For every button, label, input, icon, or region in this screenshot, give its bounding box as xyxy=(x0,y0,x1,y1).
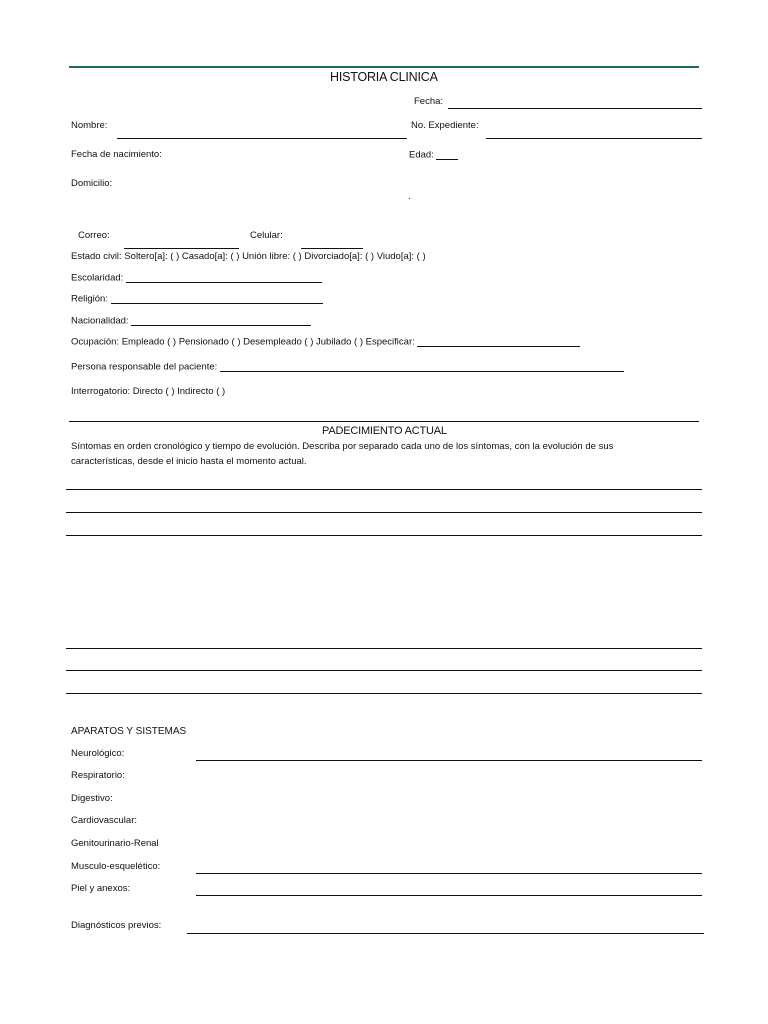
padecimiento-line[interactable] xyxy=(66,693,702,694)
edad-field[interactable] xyxy=(436,150,458,160)
domicilio-dot: . xyxy=(408,191,411,202)
ocupacion-row xyxy=(71,337,580,347)
religion-label: Religión: xyxy=(71,293,108,305)
correo-label: Correo: xyxy=(78,230,110,241)
aparato-label-neurologico: Neurológico: xyxy=(71,748,125,759)
nombre-label: Nombre: xyxy=(71,120,108,131)
neurologico-field[interactable] xyxy=(196,760,702,761)
escolaridad-label: Escolaridad: xyxy=(71,272,124,284)
diagnosticos-field[interactable] xyxy=(187,933,704,934)
padecimiento-title: PADECIMIENTO ACTUAL xyxy=(322,425,447,437)
ocupacion-options[interactable]: Ocupación: Empleado ( ) Pensionado ( ) Desempleado ( ) Jubilado ( ) Especificar: xyxy=(71,336,415,348)
expediente-field[interactable] xyxy=(486,138,702,139)
nacimiento-label: Fecha de nacimiento: xyxy=(71,149,162,160)
diagnosticos-label: Diagnósticos previos: xyxy=(71,920,162,931)
expediente-label: No. Expediente: xyxy=(411,120,479,131)
correo-field[interactable] xyxy=(124,248,239,249)
nombre-field[interactable] xyxy=(117,138,407,139)
section-divider xyxy=(69,421,699,422)
escolaridad-row xyxy=(71,273,322,283)
responsable-field[interactable] xyxy=(220,362,624,372)
aparato-label-respiratorio: Respiratorio: xyxy=(71,770,125,781)
celular-label: Celular: xyxy=(250,230,283,241)
padecimiento-instructions: Síntomas en orden cronológico y tiempo de evolución. Describa por separado cada uno de los síntomas, con la evolución de sus características, desde el inicio hasta el momento actual. xyxy=(71,441,614,467)
edad-text: Edad: xyxy=(409,149,434,161)
padecimiento-line[interactable] xyxy=(66,489,702,490)
nacionalidad-label: Nacionalidad: xyxy=(71,315,129,327)
aparato-label-genitourinario: Genitourinario-Renal xyxy=(71,838,159,849)
fecha-label: Fecha: xyxy=(414,96,444,107)
padecimiento-line[interactable] xyxy=(66,535,702,536)
responsable-row xyxy=(71,362,624,372)
aparato-label-piel: Piel y anexos: xyxy=(71,883,131,894)
padecimiento-line[interactable] xyxy=(66,648,702,649)
aparatos-title: APARATOS Y SISTEMAS xyxy=(71,726,187,737)
padecimiento-line[interactable] xyxy=(66,512,702,513)
aparato-label-musculo: Musculo-esquelético: xyxy=(71,861,161,872)
especificar-field[interactable] xyxy=(417,337,580,347)
musculo-field[interactable] xyxy=(196,873,702,874)
nacionalidad-field[interactable] xyxy=(131,316,311,326)
form-title: HISTORIA CLINICA xyxy=(330,70,438,84)
estado-civil-options[interactable]: Estado civil: Soltero[a]: ( ) Casado[a]: ( ) Unión libre: ( ) Divorciado[a]: ( ) Viudo[a]: ( ) xyxy=(71,251,426,262)
religion-row xyxy=(71,294,323,304)
aparato-label-cardiovascular: Cardiovascular: xyxy=(71,815,137,826)
religion-field[interactable] xyxy=(111,294,323,304)
edad-label xyxy=(409,150,458,160)
padecimiento-line[interactable] xyxy=(66,670,702,671)
nacionalidad-row xyxy=(71,316,311,326)
responsable-label: Persona responsable del paciente: xyxy=(71,361,218,373)
escolaridad-field[interactable] xyxy=(126,273,322,283)
piel-field[interactable] xyxy=(196,895,702,896)
aparato-label-digestivo: Digestivo: xyxy=(71,793,113,804)
celular-field[interactable] xyxy=(301,248,363,249)
fecha-field[interactable] xyxy=(448,108,702,109)
header-rule xyxy=(69,66,699,68)
interrogatorio-options[interactable]: Interrogatorio: Directo ( ) Indirecto ( ) xyxy=(71,386,226,397)
domicilio-label: Domicilio: xyxy=(71,178,113,189)
